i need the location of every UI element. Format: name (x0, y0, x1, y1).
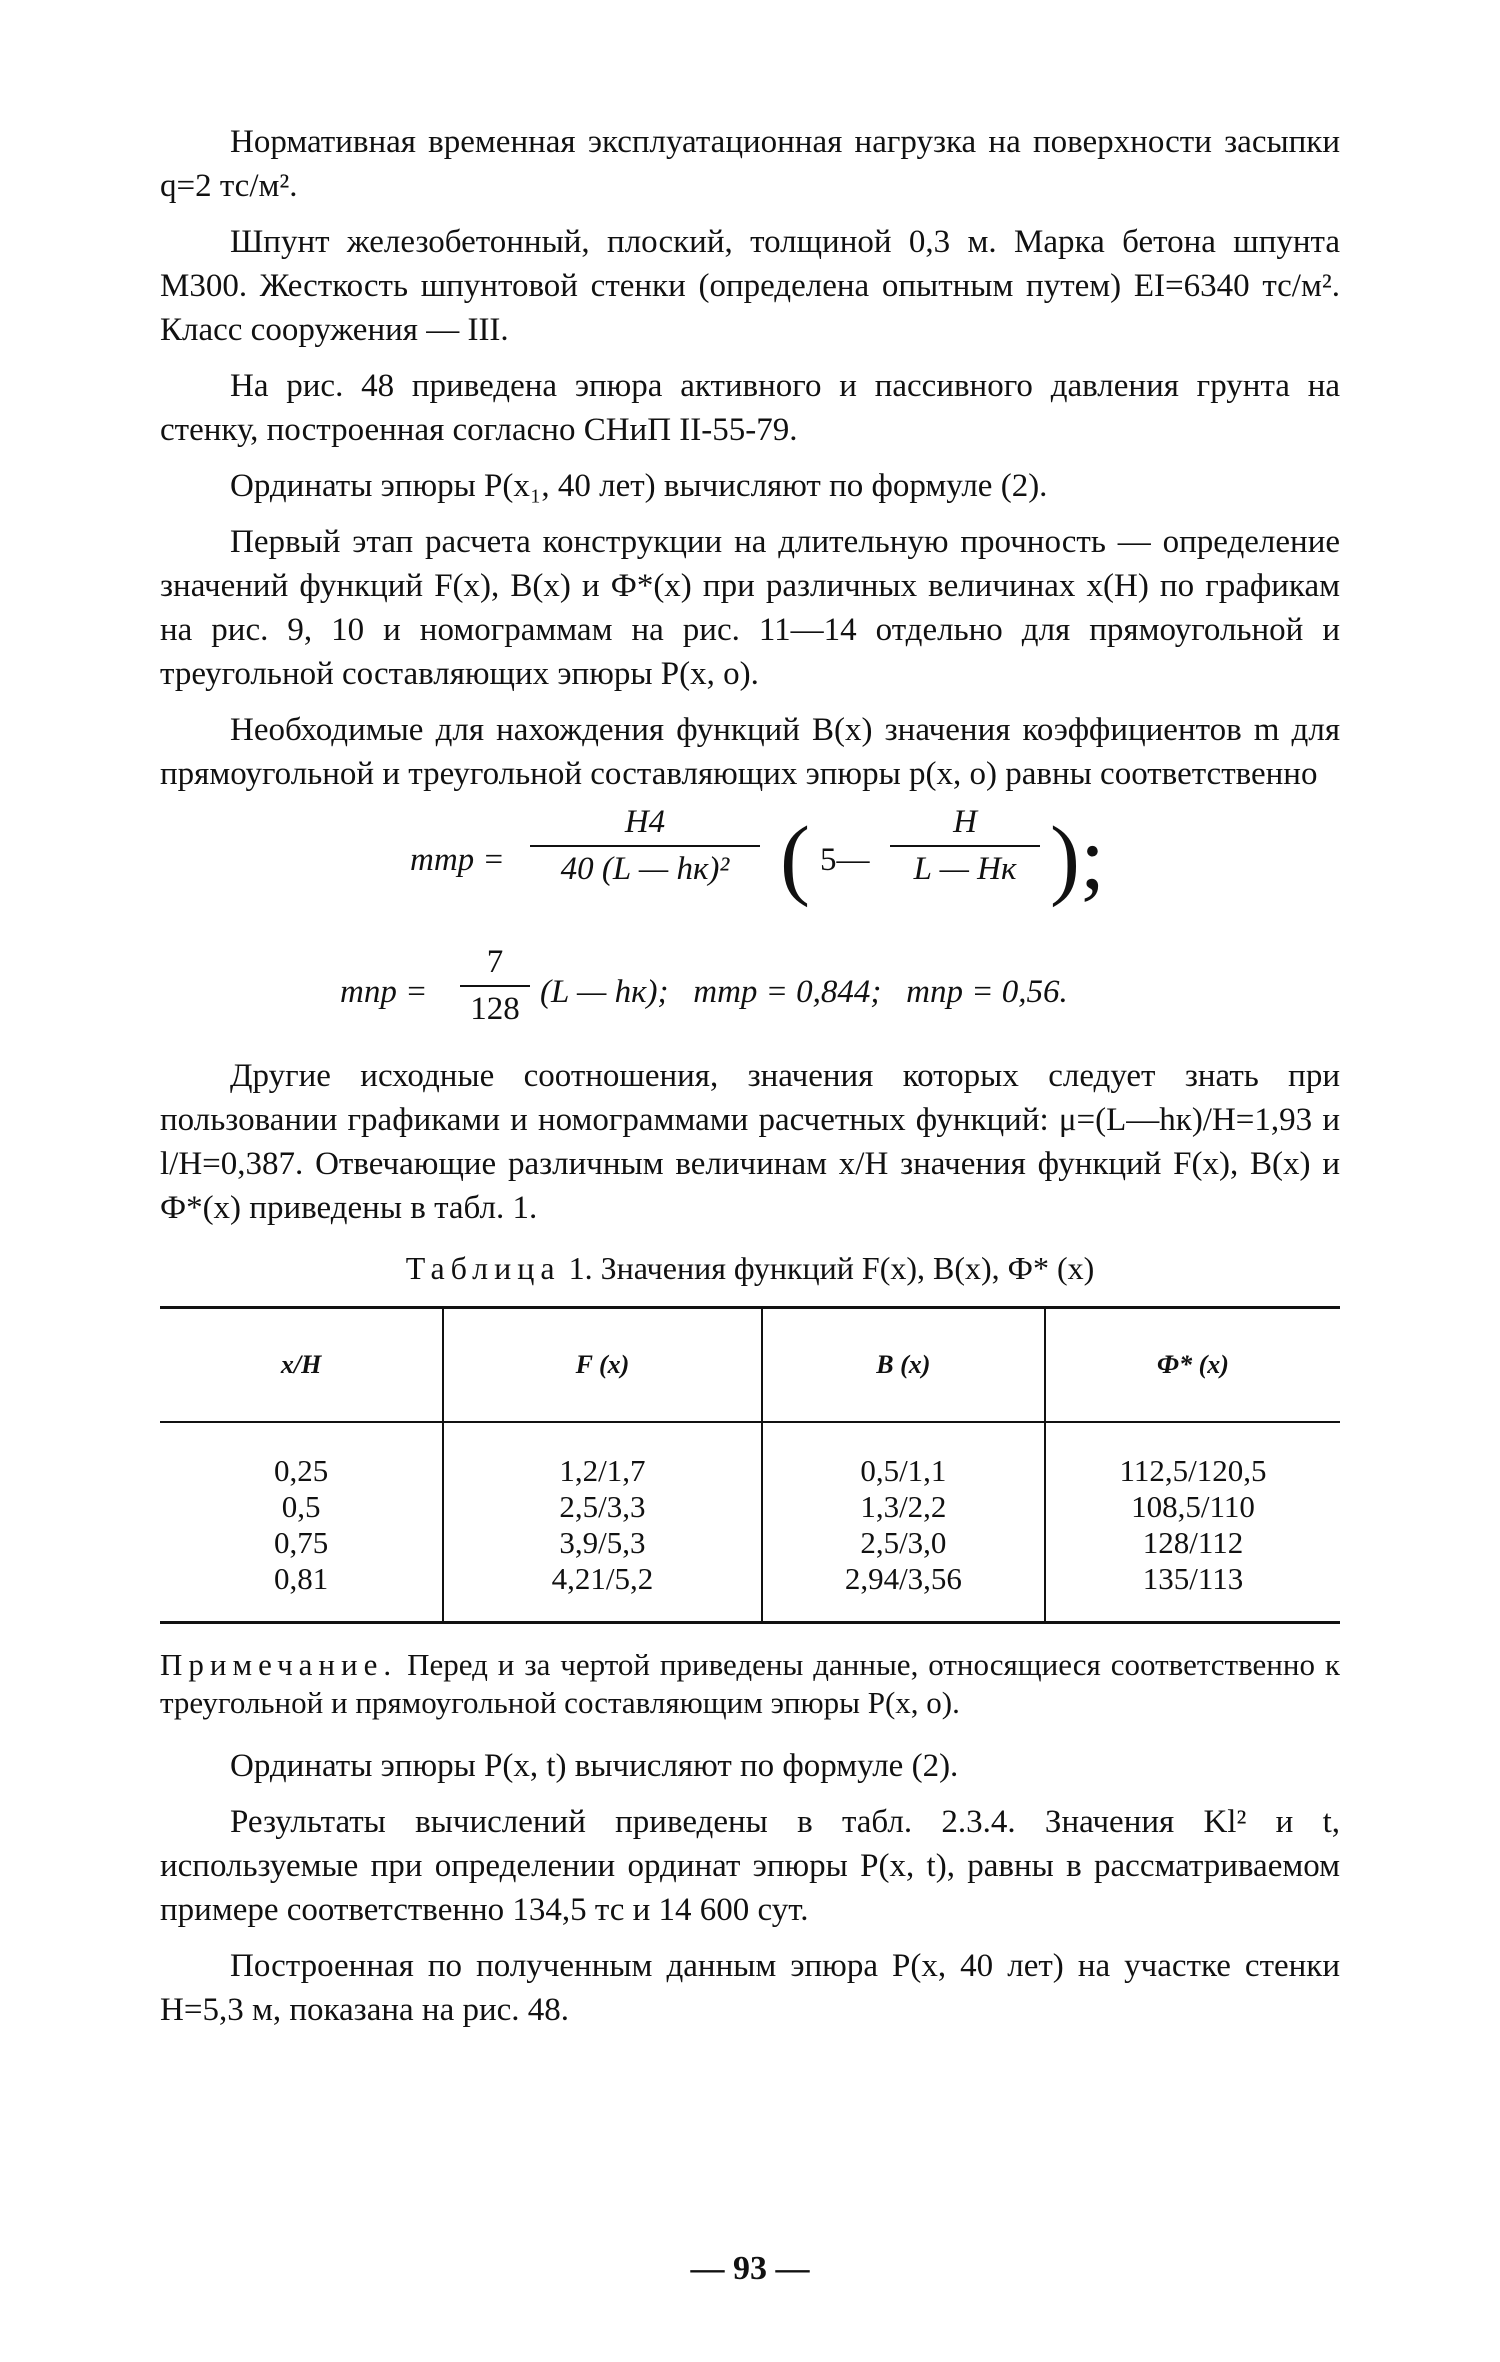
spacer (160, 1722, 1340, 1744)
page-content (160, 120, 1340, 2287)
table-header-row (160, 1308, 1340, 1423)
table-column-cell (160, 1422, 443, 1623)
table-cell: 4,21/5,2 (551, 1561, 654, 1596)
paragraph: Ординаты эпюры P(x, t) вычисляют по формуле (2). (230, 1748, 959, 1784)
table-caption-word: Таблица (405, 1250, 561, 1286)
table-header-cell: x/H (160, 1308, 443, 1423)
fraction-denominator: L — Hк (913, 851, 1017, 887)
table-cell: 112,5/120,5 (1119, 1453, 1267, 1488)
fraction-numerator: 7 (460, 944, 530, 987)
paragraph: Ординаты эпюры P(x₁, 40 лет) вычисляют по формуле (2). (230, 468, 1048, 504)
fraction (460, 944, 530, 1028)
formula-m-pr (340, 944, 1240, 1044)
table-column-cell (443, 1422, 762, 1623)
paragraph: Другие исходные соотношения, значения которых следует знать при пользовании графиками и номограммами расчетных функций: μ=(L—hк)/H=1,93 и l/H=0,387. Отвечающие различным величинам x/H значения функций F(x), B(x) и Ф*(x) приведены в табл. 1. (160, 1058, 1340, 1226)
fraction-numerator: H4 (530, 804, 760, 847)
table-cell: 2,94/3,56 (844, 1561, 962, 1596)
paragraph: Результаты вычислений приведены в табл. 2.3.4. Значения Kl² и t, используемые при определении ординат эпюры P(x, t), равны в рассматриваемом примере соответственно 134,5 тс и 14 600 сут. (160, 1804, 1340, 1928)
table-cell: 0,5 (281, 1489, 321, 1524)
paragraph: Необходимые для нахождения функций B(x) значения коэффициентов m для прямоугольной и треугольной составляющих эпюры p(x, o) равны соответственно (160, 712, 1340, 792)
table-header-cell: Ф* (x) (1045, 1308, 1340, 1423)
formula-text: 5— (820, 842, 870, 878)
fraction (890, 804, 1040, 888)
table-cell: 2,5/3,0 (860, 1525, 947, 1560)
fraction (530, 804, 760, 888)
formula-label: mпр = (340, 974, 428, 1010)
table-cell: 135/113 (1142, 1561, 1244, 1596)
fraction-numerator: H (890, 804, 1040, 847)
page-number: — 93 — (690, 2250, 810, 2287)
table-cell: 0,81 (273, 1561, 329, 1596)
fraction-denominator: 128 (470, 991, 520, 1027)
table-header-cell: F (x) (443, 1308, 762, 1423)
table-cell: 1,2/1,7 (559, 1453, 646, 1488)
table-note-text: Перед и за чертой приведены данные, относящиеся соответственно к треугольной и прямоугольной составляющим эпюры P(x, o). (160, 1647, 1340, 1720)
table-header-cell: B (x) (762, 1308, 1045, 1423)
table-cell: 3,9/5,3 (559, 1525, 646, 1560)
table-row (160, 1422, 1340, 1623)
paragraph: Шпунт железобетонный, плоский, толщиной 0,3 м. Марка бетона шпунта М300. Жесткость шпунтовой стенки (определена опытным путем) EI=6340 тс/м². Класс сооружения — III. (160, 224, 1340, 348)
table-cell: 0,25 (273, 1453, 329, 1488)
table-cell: 108,5/110 (1131, 1489, 1255, 1524)
paragraph: Нормативная временная эксплуатационная нагрузка на поверхности засыпки q=2 тс/м². (160, 124, 1340, 204)
formula-label: mтр = (410, 842, 505, 878)
paragraph: Построенная по полученным данным эпюра P(x, 40 лет) на участке стенки H=5,3 м, показана на рис. 48. (160, 1948, 1340, 2028)
table-caption-text: 1. Значения функций F(x), B(x), Ф* (x) (560, 1250, 1095, 1286)
table-column-cell (1045, 1422, 1340, 1623)
table-cell: 0,75 (273, 1525, 329, 1560)
table-cell: 128/112 (1142, 1525, 1244, 1560)
table-cell: 2,5/3,3 (559, 1489, 646, 1524)
paren-close: ); (1050, 809, 1105, 908)
fraction-denominator: 40 (L — hк)² (560, 851, 730, 887)
table-note (160, 1646, 1340, 1722)
formula-text: (L — hк); mтр = 0,844; mпр = 0,56. (540, 974, 1068, 1010)
data-table (160, 1306, 1340, 1624)
table-note-word: Примечание. (160, 1647, 398, 1682)
paragraph: Первый этап расчета конструкции на длительную прочность — определение значений функций F(x), B(x) и Ф*(x) при различных величинах x(H) по графикам на рис. 9, 10 и номограммам на рис. 11—14 отдельно для прямоугольной и треугольной составляющих эпюры P(x, o). (160, 524, 1340, 692)
table-caption (160, 1248, 1340, 1288)
table-cell: 1,3/2,2 (860, 1489, 947, 1524)
table-cell: 0,5/1,1 (860, 1453, 947, 1488)
table-column-cell (762, 1422, 1045, 1623)
paragraph: На рис. 48 приведена эпюра активного и пассивного давления грунта на стенку, построенная согласно СНиП II-55-79. (160, 368, 1340, 448)
formula-block (160, 804, 1340, 1054)
formula-m-tr (410, 804, 1110, 944)
paren-open: ( (780, 809, 810, 908)
